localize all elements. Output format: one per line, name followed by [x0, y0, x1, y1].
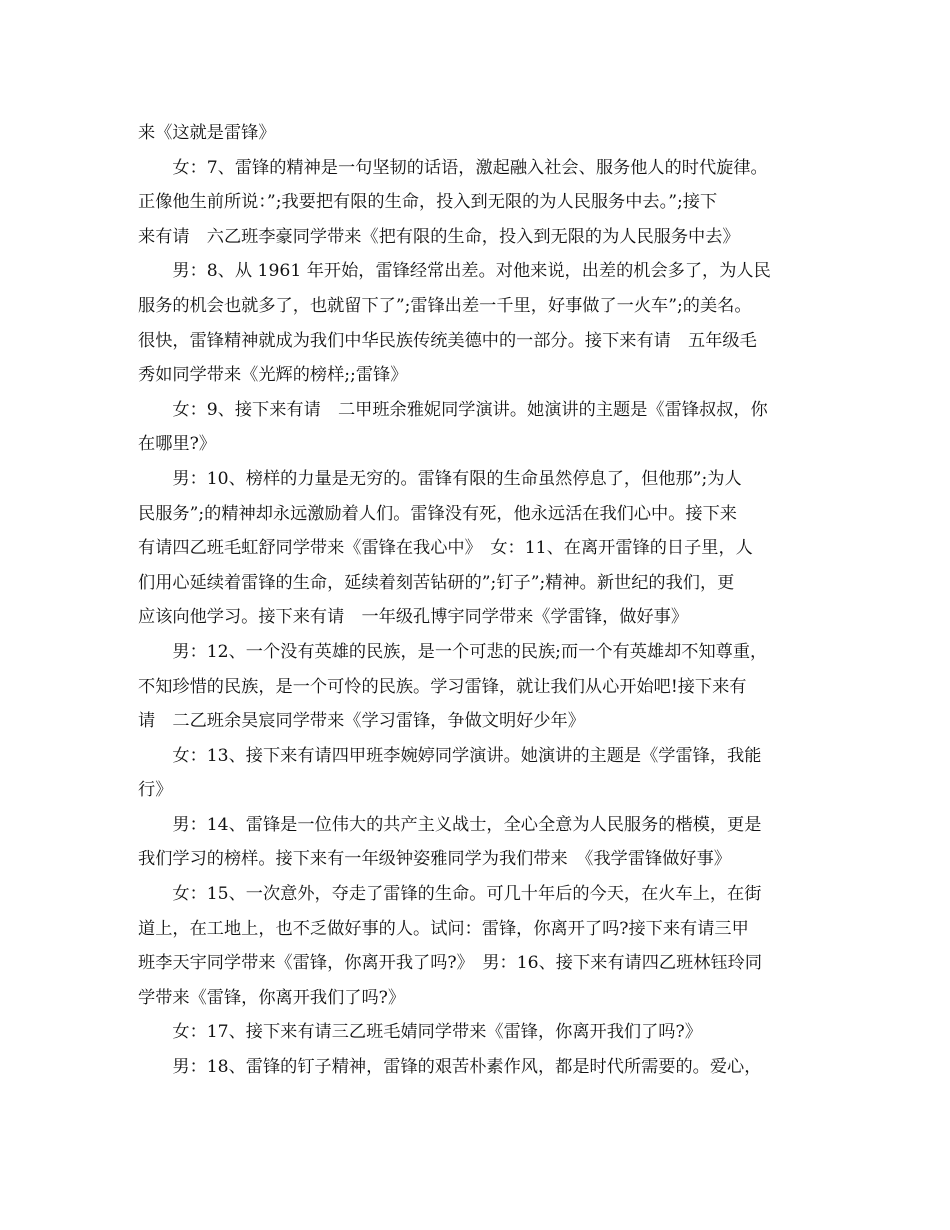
text-line: 民服务”;的精神却永远激励着人们。雷锋没有死，他永远活在我们心中。接下来 — [138, 503, 737, 524]
text-line: 们用心延续着雷锋的生命，延续着刻苦钻研的”;钉子”;精神。新世纪的我们，更 — [138, 572, 735, 593]
text-line: 在哪里?》 — [138, 434, 216, 455]
text-line: 秀如同学带来《光辉的榜样;;雷锋》 — [138, 365, 408, 386]
text-line: 道上，在工地上，也不乏做好事的人。试问：雷锋，你离开了吗?接下来有请三甲 — [138, 918, 749, 939]
text-line: 女：7、雷锋的精神是一句坚韧的话语，激起融入社会、服务他人的时代旋律。 — [138, 157, 768, 178]
text-line: 来《这就是雷锋》 — [138, 123, 276, 143]
text-line: 行》 — [138, 780, 173, 801]
text-line: 班李天宇同学带来《雷锋，你离开我了吗?》 男：16、接下来有请四乙班林钰玲同 — [138, 953, 763, 974]
text-line: 不知珍惜的民族，是一个可怜的民族。学习雷锋，就让我们从心开始吧!接下来有 — [138, 676, 747, 697]
text-line: 男：12、一个没有英雄的民族，是一个可悲的民族;而一个有英雄却不知尊重， — [138, 641, 768, 662]
text-line: 女：17、接下来有请三乙班毛婧同学带来《雷锋，你离开我们了吗?》 — [138, 1022, 702, 1043]
text-line: 请 二乙班余昊宸同学带来《学习雷锋，争做文明好少年》 — [138, 711, 585, 732]
text-line: 男：8、从 1961 年开始，雷锋经常出差。对他来说，出差的机会多了，为人民 — [138, 261, 771, 282]
text-line: 来有请 六乙班李豪同学带来《把有限的生命，投入到无限的为人民服务中去》 — [138, 226, 740, 247]
text-line: 有请四乙班毛虹舒同学带来《雷锋在我心中》 女：11、在离开雷锋的日子里，人 — [138, 538, 753, 559]
text-line: 很快，雷锋精神就成为我们中华民族传统美德中的一部分。接下来有请 五年级毛 — [138, 330, 757, 351]
text-line: 女：9、接下来有请 二甲班余雅妮同学演讲。她演讲的主题是《雷锋叔叔，你 — [138, 399, 768, 420]
text-line: 女：15、一次意外，夺走了雷锋的生命。可几十年后的今天，在火车上，在街 — [138, 884, 762, 905]
text-line: 男：18、雷锋的钉子精神，雷锋的艰苦朴素作风，都是时代所需要的。爱心， — [138, 1057, 762, 1078]
text-line: 我们学习的榜样。接下来有一年级钟姿雅同学为我们带来 《我学雷锋做好事》 — [138, 849, 731, 870]
text-line: 应该向他学习。接下来有请 一年级孔博宇同学带来《学雷锋，做好事》 — [138, 607, 689, 628]
document-body — [138, 116, 816, 1085]
text-line: 服务的机会也就多了，也就留下了”;雷锋出差一千里，好事做了一火车”;的美名。 — [138, 295, 752, 316]
text-line: 正像他生前所说：”;我要把有限的生命，投入到无限的为人民服务中去。”;接下 — [138, 192, 718, 213]
text-line: 男：10、榜样的力量是无穷的。雷锋有限的生命虽然停息了，但他那”;为人 — [138, 468, 742, 489]
text-line: 男：14、雷锋是一位伟大的共产主义战士，全心全意为人民服务的楷模，更是 — [138, 814, 762, 835]
text-line: 学带来《雷锋，你离开我们了吗?》 — [138, 987, 406, 1008]
text-line: 女：13、接下来有请四甲班李婉婷同学演讲。她演讲的主题是《学雷锋，我能 — [138, 745, 762, 766]
